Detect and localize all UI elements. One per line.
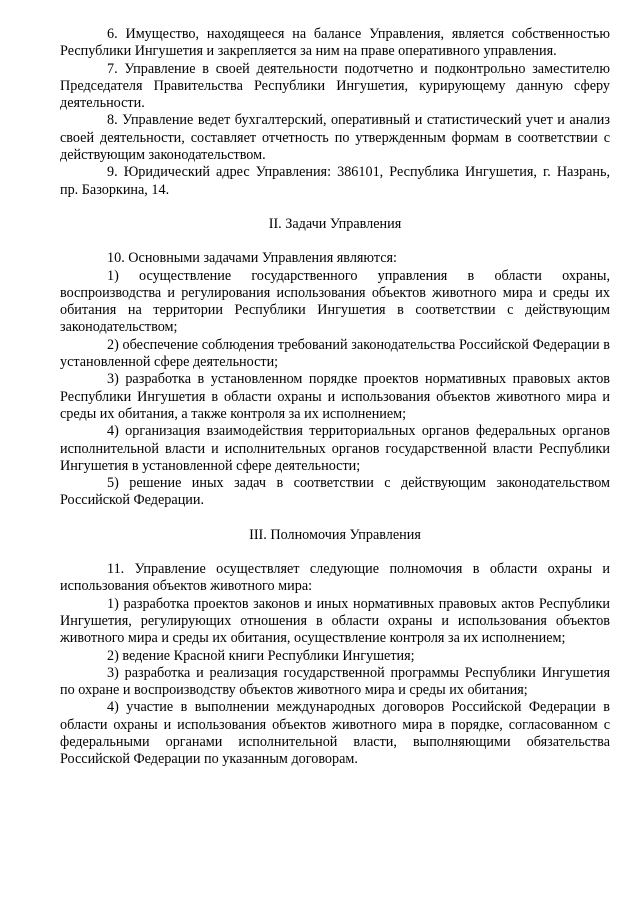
task-item-1: 1) осуществление государственного управления в области охраны, воспроизводства и регулирования использования объектов животного мира и среды их обитания на территории Республики Ингушетия в соответствии с действующим законодательством;	[60, 267, 610, 336]
power-item-2: 2) ведение Красной книги Республики Ингушетия;	[107, 647, 415, 664]
task-item-4: 4) организация взаимодействия территориальных органов федеральных органов исполнительной власти и исполнительных органов государственной власти Республики Ингушетия в установленной сфере деятельности;	[60, 423, 610, 474]
section-title-powers: III. Полномочия Управления	[249, 526, 421, 543]
power-item-4: 4) участие в выполнении международных договоров Российской Федерации в области охраны и использования объектов животного мира в порядке, согласованном с федеральными органами исполнительной власти, выполняющими обязательства Российской Федерации по указанным договорам.	[60, 699, 610, 768]
paragraph-9: 9. Юридический адрес Управления: 386101, Республика Ингушетия, г. Назрань, пр. Базоркина, 14.	[60, 164, 610, 198]
document-page	[60, 26, 610, 769]
paragraph-7: 7. Управление в своей деятельности подотчетно и подконтрольно заместителю Председателя Правительства Республики Ингушетия, курирующему данную сферу деятельности.	[60, 60, 610, 112]
task-item-3: 3) разработка в установленном порядке проектов нормативных правовых актов Республики Ингушетия в области охраны и использования объектов животного мира и среды их обитания, а также контроля за их исполнением;	[60, 371, 610, 422]
power-item-3: 3) разработка и реализация государственной программы Республики Ингушетия по охране и воспроизводству объектов животного мира и среды их обитания;	[60, 664, 610, 699]
section-title-tasks: II. Задачи Управления	[268, 215, 402, 232]
paragraph-8: 8. Управление ведет бухгалтерский, оперативный и статистический учет и анализ своей деятельности, составляет отчетность по утвержденным формам в соответствии с действующим законодательством.	[60, 112, 610, 164]
paragraph-10: 10. Основными задачами Управления являются:	[107, 250, 397, 267]
paragraph-11: 11. Управление осуществляет следующие полномочия в области охраны и использования объектов животного мира:	[60, 561, 610, 595]
paragraph-6: 6. Имущество, находящееся на балансе Управления, является собственностью Республики Ингушетия и закрепляется за ним на праве оперативного управления.	[60, 26, 610, 60]
task-item-5: 5) решение иных задач в соответствии с действующим законодательством Российской Федерации.	[60, 475, 610, 509]
power-item-1: 1) разработка проектов законов и иных нормативных правовых актов Республики Ингушетия, регулирующих отношения в области охраны и использования объектов животного мира и среды их обитания, осуществление контроля за их исполнением;	[60, 595, 610, 647]
task-item-2: 2) обеспечение соблюдения требований законодательства Российской Федерации в установленной сфере деятельности;	[60, 336, 610, 371]
